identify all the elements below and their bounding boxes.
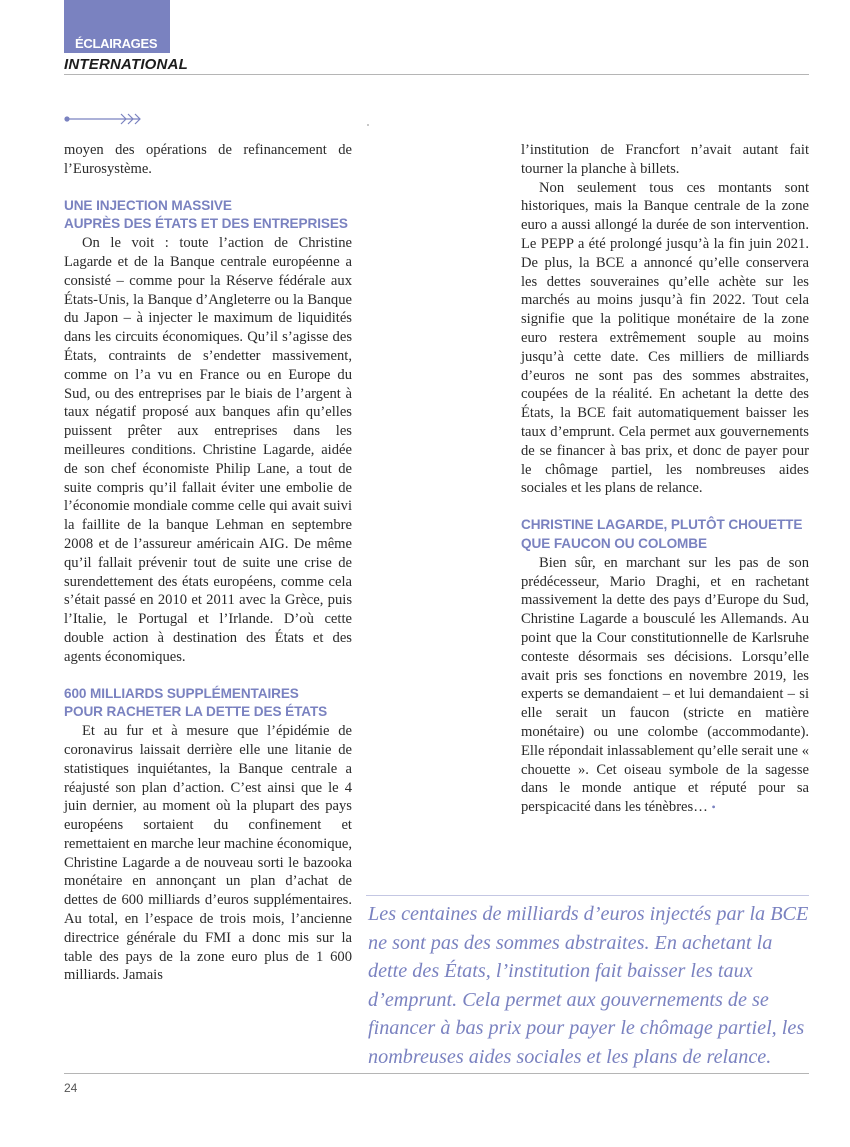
closing-text: Bien sûr, en marchant sur les pas de son prédécesseur, Mario Draghi, et en rachetant massivement la dette des pays d’Europe du Sud, Christine Lagarde a bousculé les Allemands. Au point que la Cour constitutionnelle de Karlsruhe conteste désormais ses décisions. Lorsqu’elle avait pris ses fonctions en novembre 2019, les experts se demandaient – et lui demandaient – si elle serait un faucon (stricte en matière monétaire) ou une colombe (accommodante). Elle répondait inlassablement qu’elle serait une « chouette ». Cet oiseau symbole de la sagesse dans le monde antique et réputé pour sa perspicacité dans les ténèbres…: [521, 554, 809, 816]
arrow-right-chevrons-icon: [64, 112, 146, 126]
body-paragraph: On le voit : toute l’action de Christine Lagarde et de la Banque centrale européenne a consisté – comme pour la Réserve fédérale aux États-Unis, la Banque d’Angleterre ou la Banque du Japon – à injecter le maximum de liquidités dans les circuits économiques. Qu’il s’agisse des États, contraints de s’endetter massivement, comme on l’a vu en France ou en Europe du Sud, ou des entreprises par le biais de l’argent à taux négatif proposé aux banques afin qu’elles puissent prêter aux entreprises dans les meilleures conditions. Christine Lagarde, aidée de son chef économiste Philip Lane, a tout de suite compris qu’il fallait éviter une embolie de l’économie mondiale comme celle qui avait suivi la faillite de la banque Lehman en septembre 2008 et de l’assureur américain AIG. De même qu’il fallait prévenir tout de suite une crise de surendettement des états européens, comme cela s’était passé en 2010 et 2011 avec la Grèce, puis l’Italie, le Portugal et l’Irlande. D’où cette double action à destination des États et des agents économiques.: [64, 235, 352, 665]
heading-chouette: [521, 516, 809, 554]
pull-quote: Les centaines de milliards d’euros injectés par la BCE ne sont pas des sommes abstraites. En achetant la dette des États, l’institution fait baisser les taux d’emprunt. Cela permet aux gouvernements de se financer à bas prix pour payer le chômage partiel, les nombreuses aides sociales et les plans de relance.: [368, 903, 809, 1068]
body-paragraph: Non seulement tous ces montants sont historiques, mais la Banque centrale de la zone euro a aussi allongé la durée de son intervention. Le PEPP a été prolongé jusqu’à la fin juin 2021. De plus, la BCE a annoncé qu’elle conservera les dettes souveraines qu’elle achète sur les marchés au moins jusqu’à fin 2022. Tout cela signifie que la politique monétaire de la zone euro restera extrêmement souple au moins jusqu’à cette date. Ces milliers de milliards d’euros ne sont pas des sommes abstraites, coupées de la réalité. En achetant la dette des États, la BCE fait automatiquement baisser les taux d’emprunt. Cela permet aux gouvernements de se financer à bas prix, et donc de payer pour le chômage partiel, les nombreuses aides sociales et les plans de relance.: [521, 179, 809, 497]
body-paragraph: [521, 554, 809, 817]
intro-paragraph: moyen des opérations de refinancement de l’Eurosystème.: [64, 142, 352, 177]
stray-mark: [367, 124, 369, 126]
section-title: INTERNATIONAL: [64, 56, 188, 73]
right-column: [521, 141, 809, 817]
page-number: 24: [64, 1081, 78, 1095]
heading-line: CHRISTINE LAGARDE, PLUTÔT CHOUETTE: [521, 517, 803, 533]
heading-line: UNE INJECTION MASSIVE: [64, 197, 232, 213]
heading-line: AUPRÈS DES ÉTATS ET DES ENTREPRISES: [64, 216, 348, 232]
end-of-article-dot-icon: •: [711, 800, 716, 815]
rubric-label: ÉCLAIRAGES: [75, 36, 158, 51]
body-paragraph: Et au fur et à mesure que l’épidémie de coronavirus laissait derrière elle une litanie de statistiques inquiétantes, la Banque centrale a réajusté son plan d’action. C’est ainsi que le 4 juin dernier, au moment où la plupart des pays européens sortaient du confinement et remettaient en marche leur machine économique, Christine Lagarde a de nouveau sorti le bazooka monétaire en annonçant un plan d’achat de dettes de 600 milliards d’euros supplémentaires. Au total, en l’espace de trois mois, l’ancienne directrice générale du FMI a donc mis sur la table des pays de la zone euro plus de 1 600 milliards. Jamais: [64, 723, 352, 984]
rubric-banner: [64, 0, 170, 53]
heading-600-milliards: [64, 685, 352, 723]
footer-divider: [64, 1073, 809, 1074]
left-column: [64, 141, 352, 985]
heading-line: POUR RACHETER LA DETTE DES ÉTATS: [64, 704, 328, 720]
heading-line: QUE FAUCON OU COLOMBE: [521, 535, 707, 551]
header-divider: [64, 74, 809, 75]
continuation-paragraph: l’institution de Francfort n’avait autant fait tourner la planche à billets.: [521, 142, 809, 177]
heading-line: 600 MILLIARDS SUPPLÉMENTAIRES: [64, 685, 299, 701]
heading-injection-massive: [64, 197, 352, 235]
pull-quote-divider: [366, 895, 809, 896]
